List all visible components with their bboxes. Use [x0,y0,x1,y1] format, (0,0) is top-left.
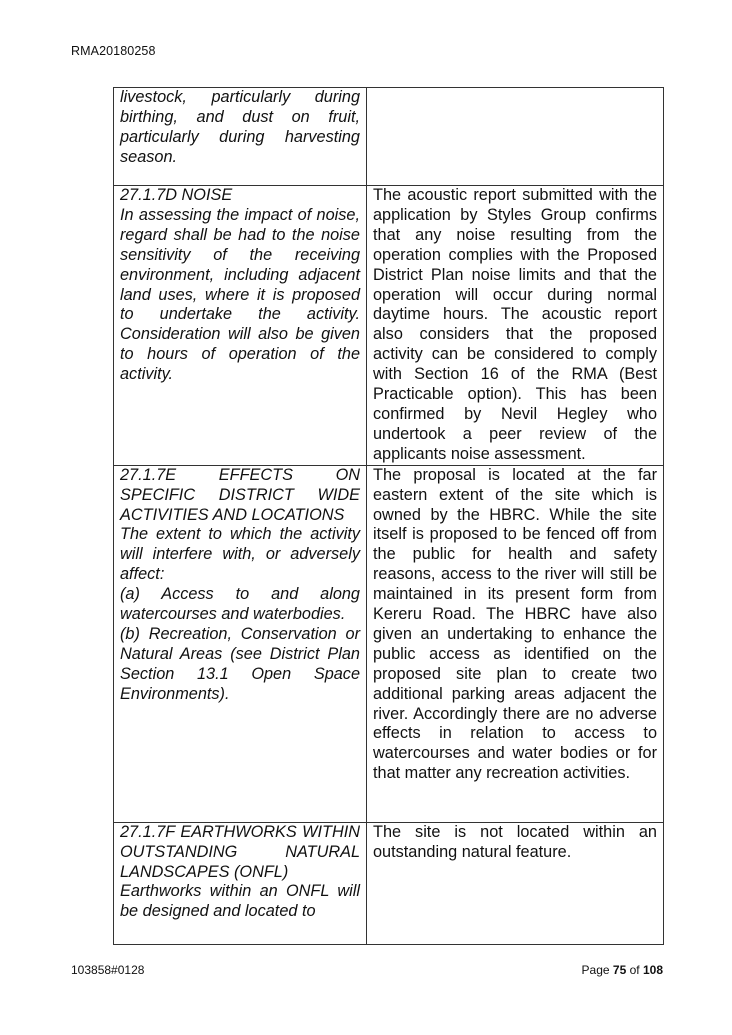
page-of: of [629,963,640,977]
assessment-cell [367,88,664,186]
page-current: 75 [612,963,627,977]
criteria-item-a: (a) Access to and along watercourses and waterbodies. [120,585,360,624]
criteria-text: The extent to which the activity will interfere with, or adversely affect: [120,525,360,584]
document-reference: RMA20180258 [71,44,156,58]
table-row [114,822,664,944]
assessment-cell [367,822,664,944]
page-total: 108 [642,963,663,977]
criteria-cell [114,186,367,466]
assessment-table [113,87,664,945]
table-row [114,465,664,822]
page-number [582,963,663,977]
assessment-text: The proposal is located at the far eastern extent of the site which is owned by the HBRC. While the site itself is proposed to be fenced off from the public for health and safety reasons, access to the river will still be maintained in its present form from Kereru Road. The HBRC have also given an undertaking to enhance the public access as identified on the proposed site plan to create two additional parking areas adjacent the river. Accordingly there are no adverse effects in relation to access to watercourses and water bodies or for that matter any recreation activities. [373,465,657,783]
table-row [114,88,664,186]
assessment-cell [367,465,664,822]
criteria-cell [114,465,367,822]
criteria-heading: 27.1.7F EARTHWORKS WITHIN OUTSTANDING NATURAL LANDSCAPES (ONFL) [120,822,360,881]
table-row [114,186,664,466]
criteria-text: In assessing the impact of noise, regard shall be had to the noise sensitivity of the receiving environment, including adjacent land uses, where it is proposed to undertake the activity. Consideration will also be given to hours of operation of the activity. [120,205,360,384]
page-prefix: Page [581,963,610,977]
criteria-item-b: (b) Recreation, Conservation or Natural Areas (see District Plan Section 13.1 Open Space Environments). [120,624,360,703]
criteria-heading: 27.1.7E EFFECTS ON SPECIFIC DISTRICT WIDE ACTIVITIES AND LOCATIONS [120,465,360,524]
assessment-text: The site is not located within an outstanding natural feature. [373,822,657,861]
criteria-text: Earthworks within an ONFL will be designed and located to [120,882,360,921]
assessment-cell [367,186,664,466]
criteria-heading: 27.1.7D NOISE [120,186,233,204]
assessment-text: The acoustic report submitted with the application by Styles Group confirms that any noise resulting from the operation complies with the Proposed District Plan noise limits and that the operation will occur during normal daytime hours. The acoustic report also considers that the proposed activity can be considered to comply with Section 16 of the RMA (Best Practicable option). This has been confirmed by Nevil Hegley who undertook a peer review of the applicants noise assessment. [373,186,657,463]
criteria-cell [114,822,367,944]
document-id: 103858#0128 [71,963,145,977]
criteria-cell [114,88,367,186]
criteria-text: livestock, particularly during birthing, and dust on fruit, particularly during harvesting season. [120,88,360,166]
